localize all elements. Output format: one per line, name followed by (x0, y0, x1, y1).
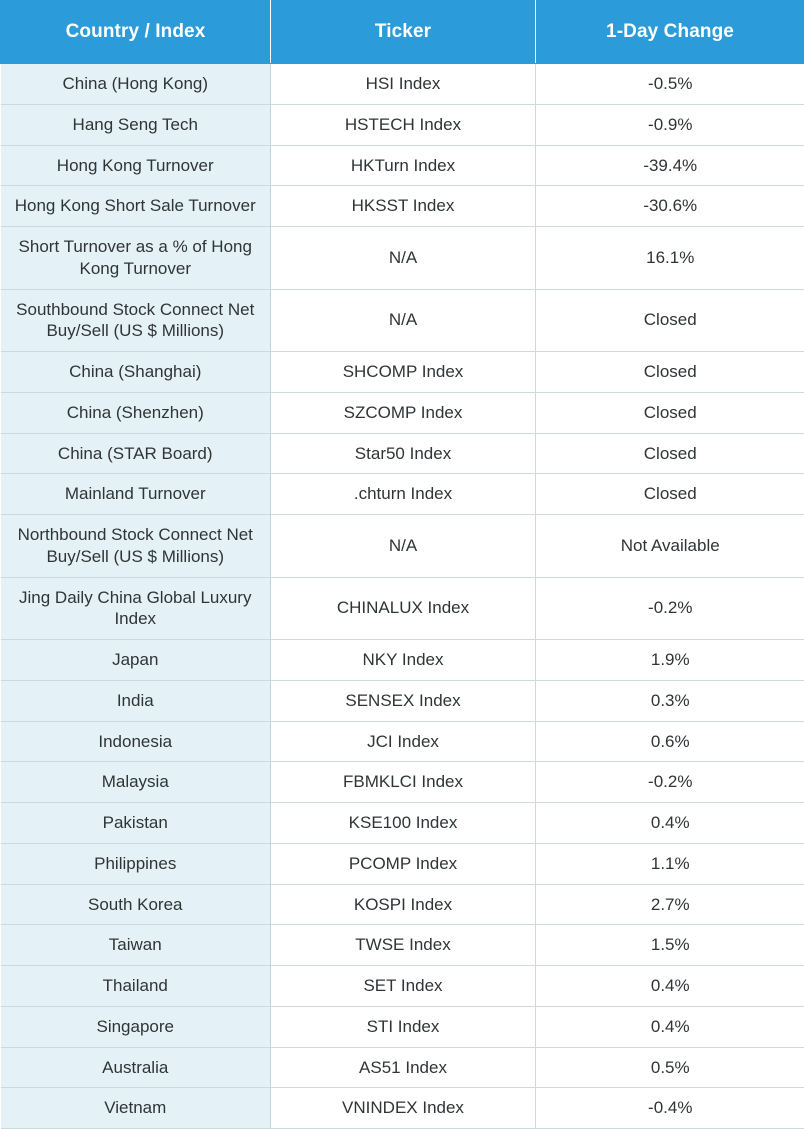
cell-one-day-change: 1.9% (536, 640, 804, 681)
cell-ticker: N/A (271, 227, 536, 290)
table-row (1, 515, 804, 578)
cell-ticker: SENSEX Index (271, 680, 536, 721)
cell-ticker: N/A (271, 289, 536, 352)
cell-one-day-change: -0.5% (536, 64, 804, 105)
table-row (1, 762, 804, 803)
cell-ticker: HKSST Index (271, 186, 536, 227)
cell-country-index: Taiwan (1, 925, 271, 966)
table-row (1, 433, 804, 474)
table-row (1, 145, 804, 186)
table-row (1, 289, 804, 352)
cell-one-day-change: Closed (536, 352, 804, 393)
cell-ticker: HKTurn Index (271, 145, 536, 186)
cell-country-index: Vietnam (1, 1088, 271, 1129)
column-header-country-index: Country / Index (1, 1, 271, 64)
table-row (1, 186, 804, 227)
cell-one-day-change: 16.1% (536, 227, 804, 290)
table-row (1, 227, 804, 290)
cell-one-day-change: 0.3% (536, 680, 804, 721)
cell-country-index: Japan (1, 640, 271, 681)
cell-one-day-change: Not Available (536, 515, 804, 578)
table-header (1, 1, 804, 64)
cell-country-index: India (1, 680, 271, 721)
cell-ticker: TWSE Index (271, 925, 536, 966)
cell-one-day-change: 1.1% (536, 843, 804, 884)
cell-one-day-change: -30.6% (536, 186, 804, 227)
table-row (1, 721, 804, 762)
table-header-row (1, 1, 804, 64)
table-row (1, 1088, 804, 1129)
table-row (1, 966, 804, 1007)
cell-one-day-change: 2.7% (536, 884, 804, 925)
cell-country-index: Southbound Stock Connect Net Buy/Sell (US $ Millions) (1, 289, 271, 352)
table-row (1, 803, 804, 844)
table-row (1, 352, 804, 393)
table-row (1, 1006, 804, 1047)
cell-one-day-change: 0.5% (536, 1047, 804, 1088)
cell-ticker: SET Index (271, 966, 536, 1007)
column-header-ticker: Ticker (271, 1, 536, 64)
cell-country-index: South Korea (1, 884, 271, 925)
table-row (1, 392, 804, 433)
cell-country-index: China (STAR Board) (1, 433, 271, 474)
cell-country-index: Australia (1, 1047, 271, 1088)
cell-ticker: SHCOMP Index (271, 352, 536, 393)
cell-ticker: JCI Index (271, 721, 536, 762)
cell-one-day-change: 0.4% (536, 803, 804, 844)
cell-one-day-change: -0.2% (536, 577, 804, 640)
table-row (1, 1047, 804, 1088)
cell-ticker: .chturn Index (271, 474, 536, 515)
cell-ticker: N/A (271, 515, 536, 578)
cell-ticker: KSE100 Index (271, 803, 536, 844)
table-row (1, 104, 804, 145)
cell-country-index: Mainland Turnover (1, 474, 271, 515)
cell-country-index: Thailand (1, 966, 271, 1007)
cell-ticker: PCOMP Index (271, 843, 536, 884)
cell-one-day-change: 0.6% (536, 721, 804, 762)
cell-country-index: Short Turnover as a % of Hong Kong Turnover (1, 227, 271, 290)
cell-ticker: VNINDEX Index (271, 1088, 536, 1129)
cell-country-index: China (Shanghai) (1, 352, 271, 393)
cell-one-day-change: 0.4% (536, 966, 804, 1007)
table-row (1, 577, 804, 640)
table-row (1, 640, 804, 681)
cell-one-day-change: Closed (536, 392, 804, 433)
cell-ticker: NKY Index (271, 640, 536, 681)
cell-ticker: KOSPI Index (271, 884, 536, 925)
cell-country-index: Jing Daily China Global Luxury Index (1, 577, 271, 640)
cell-one-day-change: -0.4% (536, 1088, 804, 1129)
cell-ticker: SZCOMP Index (271, 392, 536, 433)
cell-ticker: HSTECH Index (271, 104, 536, 145)
cell-ticker: HSI Index (271, 64, 536, 105)
table-row (1, 925, 804, 966)
cell-one-day-change: -0.9% (536, 104, 804, 145)
cell-one-day-change: 1.5% (536, 925, 804, 966)
cell-one-day-change: -39.4% (536, 145, 804, 186)
cell-one-day-change: Closed (536, 289, 804, 352)
cell-ticker: FBMKLCI Index (271, 762, 536, 803)
table-body (1, 64, 804, 1129)
cell-ticker: AS51 Index (271, 1047, 536, 1088)
cell-one-day-change: Closed (536, 433, 804, 474)
table-row (1, 884, 804, 925)
cell-ticker: CHINALUX Index (271, 577, 536, 640)
cell-one-day-change: -0.2% (536, 762, 804, 803)
cell-one-day-change: Closed (536, 474, 804, 515)
column-header-one-day-change: 1-Day Change (536, 1, 804, 64)
cell-country-index: Pakistan (1, 803, 271, 844)
cell-country-index: China (Shenzhen) (1, 392, 271, 433)
cell-country-index: Northbound Stock Connect Net Buy/Sell (US $ Millions) (1, 515, 271, 578)
cell-country-index: Philippines (1, 843, 271, 884)
cell-country-index: Malaysia (1, 762, 271, 803)
table-row (1, 843, 804, 884)
cell-country-index: China (Hong Kong) (1, 64, 271, 105)
cell-country-index: Singapore (1, 1006, 271, 1047)
cell-country-index: Indonesia (1, 721, 271, 762)
table-row (1, 64, 804, 105)
cell-ticker: Star50 Index (271, 433, 536, 474)
cell-country-index: Hong Kong Turnover (1, 145, 271, 186)
cell-country-index: Hang Seng Tech (1, 104, 271, 145)
cell-one-day-change: 0.4% (536, 1006, 804, 1047)
table-row (1, 474, 804, 515)
table-row (1, 680, 804, 721)
cell-ticker: STI Index (271, 1006, 536, 1047)
cell-country-index: Hong Kong Short Sale Turnover (1, 186, 271, 227)
